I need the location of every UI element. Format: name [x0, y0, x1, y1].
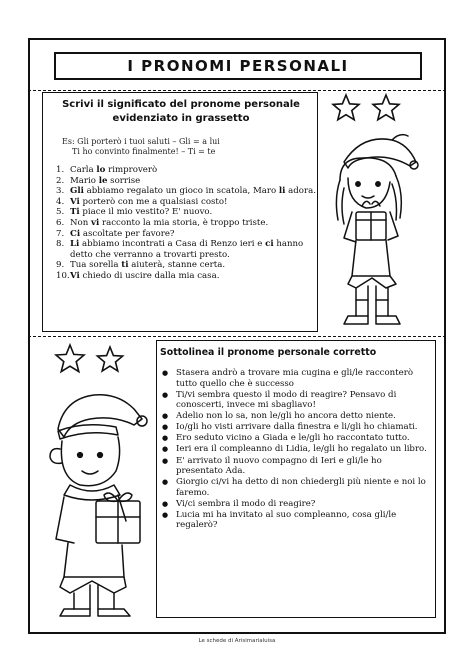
bullet-icon: ●	[162, 499, 169, 508]
star-icon	[330, 92, 406, 124]
item-sentence: Vi/ci sembra il modo di reagire?	[176, 498, 316, 509]
exercise2-item	[162, 456, 430, 477]
item-sentence: Ti piace il mio vestito? E' nuovo.	[70, 207, 213, 218]
item-number: 9.	[56, 260, 65, 271]
highlighted-pronoun: lo	[96, 165, 106, 175]
item-sentence: Non vi racconto la mia storia, è troppo triste.	[70, 217, 269, 228]
exercise2-heading: Sottolinea il pronome personale corretto	[160, 347, 377, 358]
exercise2-item	[162, 411, 430, 422]
exercise1-item	[56, 207, 318, 218]
item-number: 3.	[56, 186, 65, 197]
bullet-icon: ●	[162, 390, 169, 399]
bullet-icon: ●	[162, 510, 169, 519]
item-sentence: Stasera andrò a trovare mia cugina e gli/le racconterò tutto quello che è successo	[176, 368, 413, 389]
bullet-icon: ●	[162, 423, 169, 432]
item-sentence: Lucia mi ha invitato al suo compleanno, cosa gli/le regalerò?	[176, 509, 397, 531]
exercise2-item	[162, 390, 430, 411]
item-sentence: Io/gli ho visti arrivare dalla finestra e li/gli ho chiamati.	[176, 422, 418, 433]
elf-girl-illustration	[326, 128, 422, 328]
dashed-divider-top	[28, 90, 446, 91]
item-number: 6.	[56, 217, 65, 228]
exercise2-item	[162, 499, 430, 510]
page-title: I PRONOMI PERSONALI	[54, 52, 422, 80]
highlighted-pronoun: li	[278, 186, 286, 197]
bullet-icon: ●	[162, 412, 169, 421]
item-sentence: Adelio non lo sa, non le/gli ho ancora detto niente.	[176, 411, 396, 422]
dashed-divider-middle	[28, 336, 446, 337]
exercise1-item	[56, 271, 318, 282]
exercise1-heading	[46, 98, 316, 126]
item-sentence: Ti/vi sembra questo il modo di reagire? Pensavo di conoscerti, invece mi sbagliavo!	[176, 389, 397, 411]
bullet-icon: ●	[162, 445, 169, 454]
exercise2-list	[162, 368, 430, 531]
item-number: 2.	[56, 175, 65, 186]
exercise1-list	[56, 165, 318, 282]
item-number: 5.	[56, 207, 65, 218]
item-sentence: Mario le sorrise	[70, 175, 141, 186]
exercise1-heading-line2: evidenziato in grassetto	[112, 113, 250, 124]
exercise1-item	[56, 260, 318, 271]
highlighted-pronoun: le	[98, 175, 108, 186]
exercise2-item	[162, 433, 430, 444]
highlighted-pronoun: Gli	[70, 186, 84, 197]
exercise1-item	[56, 239, 318, 260]
bullet-icon: ●	[162, 434, 169, 443]
item-number: 7.	[56, 228, 65, 239]
bullet-icon: ●	[162, 369, 169, 377]
example-line: Es: Gli porterò i tuoi saluti – Gli = a lui	[62, 137, 220, 146]
exercise1-example	[62, 137, 312, 157]
exercise1-heading-line1: Scrivi il significato del pronome personale	[62, 99, 300, 110]
item-number: 4.	[56, 196, 65, 207]
exercise2-item	[162, 368, 430, 389]
exercise2-item	[162, 477, 430, 498]
highlighted-pronoun: ci	[265, 239, 274, 250]
exercise2-item	[162, 510, 430, 531]
item-sentence: Li abbiamo incontrati a Casa di Renzo ieri e ci hanno detto che verranno a trovarti presto.	[70, 239, 304, 260]
highlighted-pronoun: Vi	[70, 196, 80, 207]
item-number: 1.	[56, 165, 65, 175]
exercise1-item	[56, 176, 318, 187]
item-sentence: Giorgio ci/vi ha detto di non chiedergli più niente e noi lo faremo.	[176, 477, 426, 498]
bullet-icon: ●	[162, 478, 169, 487]
item-sentence: Ero seduto vicino a Giada e le/gli ho raccontato tutto.	[176, 433, 410, 444]
highlighted-pronoun: Vi	[70, 270, 80, 281]
highlighted-pronoun: Li	[70, 239, 80, 250]
exercise1-item	[56, 165, 318, 176]
item-sentence: Gli abbiamo regalato un gioco in scatola, Maro li adora.	[70, 186, 316, 197]
exercise1-item	[56, 229, 318, 240]
item-sentence: E' arrivato il nuovo compagno di Ieri e gli/le ho presentato Ada.	[176, 455, 382, 477]
exercise1-item	[56, 186, 318, 197]
star-icon	[50, 342, 130, 378]
exercise1-item	[56, 197, 318, 208]
elf-boy-illustration	[34, 385, 152, 617]
exercise2-item	[162, 422, 430, 433]
exercise2-item	[162, 444, 430, 455]
exercise1-item	[56, 218, 318, 229]
item-number: 8.	[56, 239, 65, 250]
highlighted-pronoun: ti	[121, 260, 129, 271]
item-sentence: Vi porterò con me a qualsiasi costo!	[70, 196, 228, 207]
example-line: Ti ho convinto finalmente! – Ti = te	[72, 147, 216, 156]
item-sentence: Tua sorella ti aiuterà, stanne certa.	[70, 260, 226, 271]
bullet-icon: ●	[162, 456, 169, 465]
item-sentence: Ci ascoltate per favore?	[70, 228, 175, 239]
highlighted-pronoun: vi	[90, 217, 100, 228]
item-number: 10.	[56, 270, 70, 281]
highlighted-pronoun: Ti	[70, 207, 80, 218]
highlighted-pronoun: Ci	[70, 228, 81, 239]
item-sentence: Vi chiedo di uscire dalla mia casa.	[70, 270, 220, 281]
footer-credit: Le schede di Arisimarialuisa	[198, 638, 276, 644]
item-sentence: Ieri era il compleanno di Lidia, le/gli ho regalato un libro.	[176, 444, 427, 455]
item-sentence: Carla lo rimproverò	[70, 165, 158, 175]
